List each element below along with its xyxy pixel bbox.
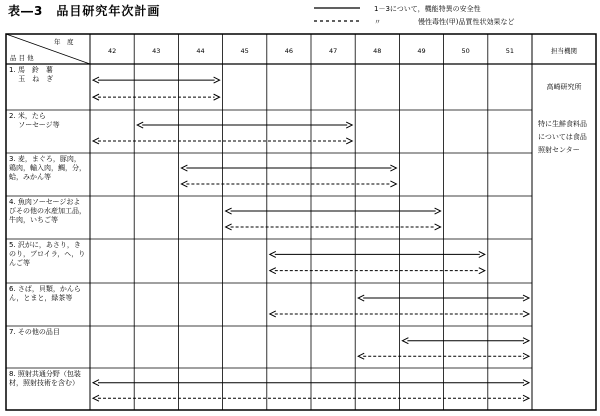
row-label — [9, 198, 87, 237]
year-header: 51 — [505, 47, 515, 55]
item-header-label: 品 目 他 — [10, 54, 34, 62]
row-label-text: 6. さば，貝類，かんらん，とまと，緑茶等 — [9, 285, 81, 302]
row-label — [9, 112, 87, 151]
row-label — [9, 328, 87, 366]
row-label-text: 4. 魚肉ソーセージおよびその他の水産加工品，牛肉，いちご等 — [9, 198, 86, 224]
page-title: 表―3 品目研究年次計画 — [8, 4, 161, 18]
year-header: 47 — [328, 47, 338, 55]
year-header: 46 — [284, 47, 294, 55]
legend-dashed-text: 慢性毒性(甲)品質性状効果など — [418, 18, 515, 26]
year-header: 43 — [152, 47, 161, 55]
dashed-arrow-head-right — [523, 311, 529, 317]
row-label — [9, 241, 87, 281]
row-label — [9, 155, 87, 194]
year-header: 45 — [240, 47, 249, 55]
dashed-arrow-head-right — [479, 268, 485, 274]
table-border — [6, 34, 596, 410]
year-header: 50 — [461, 47, 470, 55]
year-header-label: 年 度 — [54, 38, 74, 46]
org-header: 担当機関 — [551, 47, 577, 55]
year-header: 49 — [417, 47, 426, 55]
year-header: 42 — [107, 47, 117, 55]
dashed-arrow-head-right — [390, 181, 396, 187]
year-header: 44 — [196, 47, 205, 55]
dashed-arrow-head-right — [435, 224, 441, 230]
row-label-text: 8. 照射共通分野（包装材，照射技術を含む） — [9, 370, 81, 387]
row-label-text: 7. その他の品目 — [9, 328, 60, 336]
org-text — [535, 82, 593, 102]
row-label-text: 5. 沢がに，あさり，きのり，ブロイラ，ヘ，りんご等 — [9, 241, 86, 267]
legend-solid-text: 1－3について，機能特異の安全性 — [374, 5, 481, 13]
org-text-2: 特に生鮮食料品については食品照射センター — [538, 120, 587, 154]
row-label — [9, 66, 87, 108]
row-label — [9, 285, 87, 324]
dashed-arrow-head-right — [346, 138, 352, 144]
year-header: 48 — [373, 47, 382, 55]
org-text — [538, 118, 592, 198]
org-text-1: 高崎研究所 — [546, 83, 582, 91]
row-label-text: 1. 馬 鈴 薯 玉 ね ぎ — [9, 66, 54, 83]
legend-mark: 〃 — [374, 18, 381, 26]
row-label-text: 2. 米，たら ソーセージ等 — [9, 112, 60, 129]
row-label-text: 3. 麦，まぐろ，豚肉，鶏肉，輸入肉，鯛，分，蛤，みかん等 — [9, 155, 86, 181]
row-label — [9, 370, 87, 408]
